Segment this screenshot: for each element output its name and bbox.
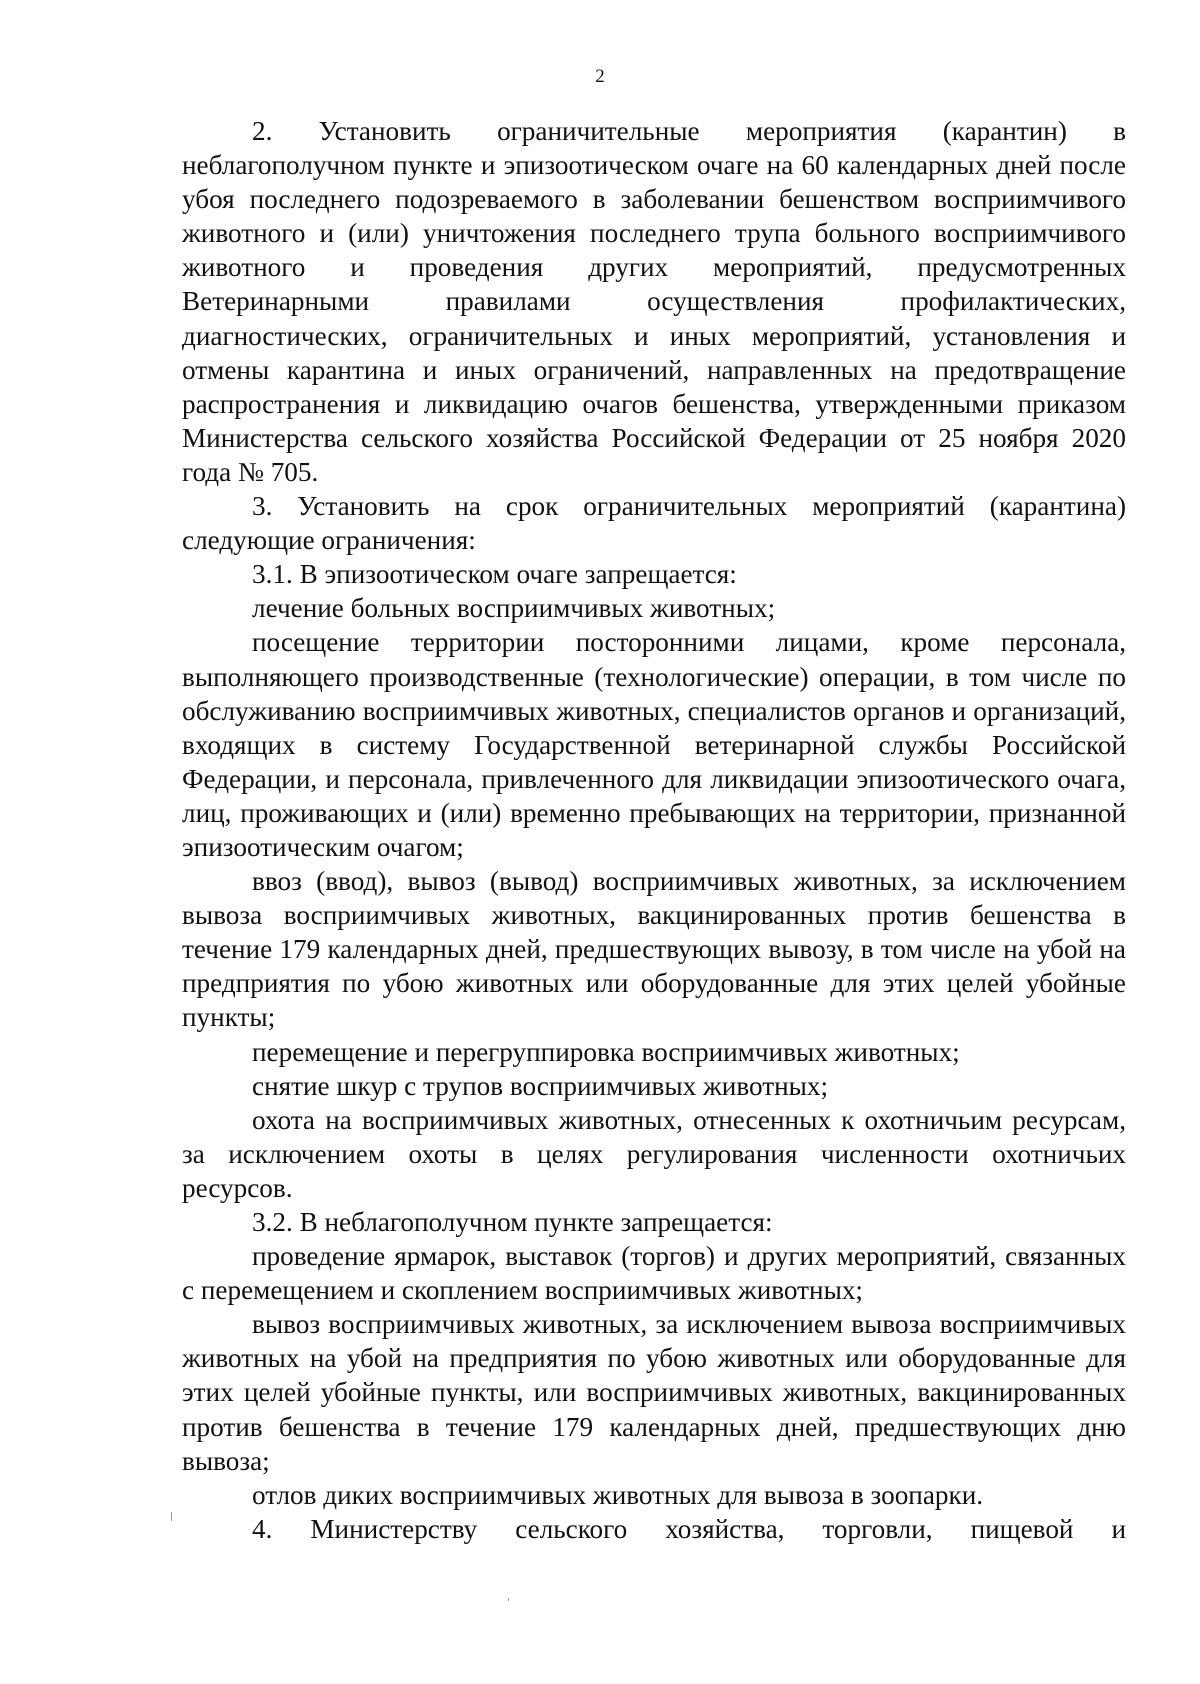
scan-speck — [171, 1512, 172, 1521]
paragraph-list-item: охота на восприимчивых животных, отнесенных к охотничьим ресурсам, за исключением охоты в целях регулирования численности охотничьих ресурсов. — [182, 1104, 1126, 1203]
paragraph-list-item: отлов диких восприимчивых животных для вывоза в зоопарки. — [252, 1479, 984, 1510]
paragraph-list-item: лечение больных восприимчивых животных; — [252, 593, 776, 624]
paragraph-restrictions-intro: 3. Установить на срок ограничительных мероприятий (карантина) следующие ограничения: — [182, 491, 1126, 556]
paragraph-ministry: 4. Министерству сельского хозяйства, торговли, пищевой и — [252, 1513, 1126, 1544]
paragraph-heading-point: 3.2. В неблагополучном пункте запрещается: — [252, 1207, 773, 1237]
paragraph-quarantine-term: 2. Установить ограничительные мероприятия (карантин) в неблагополучном пункте и эпизоотическом очаге на 60 календарных дней после убоя последнего подозреваемого в заболевании бешенством восприимчивого животного и (или) уничтожения последнего трупа больного восприимчивого животного и проведения других мероприятий, предусмотренных Ветеринарными правилами осуществления профилактических, диагностических, ограничительных и иных мероприятий, установления и отмены карантина и иных ограничений, направленных на предотвращение распространения и ликвидацию очагов бешенства, утвержденными приказом Министерства сельского хозяйства Российской Федерации от 25 ноября 2020 года № 705. — [182, 116, 1126, 487]
paragraph-list-item: снятие шкур с трупов восприимчивых животных; — [252, 1070, 829, 1101]
scan-speck — [508, 1598, 509, 1601]
document-body — [182, 114, 1126, 1546]
paragraph-list-item: вывоз восприимчивых животных, за исключением вывоза восприимчивых животных на убой на предприятия по убою животных или оборудованные для этих целей убойные пункты, или восприимчивых животных, вакцинированных против бешенства в течение 179 календарных дней, предшествующих дню вывоза; — [182, 1309, 1126, 1476]
paragraph-list-item: перемещение и перегруппировка восприимчивых животных; — [252, 1036, 960, 1067]
paragraph-list-item: ввоз (ввод), вывоз (вывод) восприимчивых животных, за исключением вывоза восприимчивых животных, вакцинированных против бешенства в течение 179 календарных дней, предшествующих вывозу, в том числе на убой на предприятия по убою животных или оборудованные для этих целей убойные пункты; — [182, 866, 1126, 1033]
page-number: 2 — [595, 66, 605, 87]
paragraph-heading-focus: 3.1. В эпизоотическом очаге запрещается: — [252, 559, 737, 590]
paragraph-list-item: посещение территории посторонними лицами, кроме персонала, выполняющего производственные (технологические) операции, в том числе по обслуживанию восприимчивых животных, специалистов органов и организаций, входящих в систему Государственной ветеринарной службы Российской Федерации, и персонала, привлеченного для ликвидации эпизоотического очага, лиц, проживающих и (или) временно пребывающих на территории, признанной эпизоотическим очагом; — [182, 627, 1126, 862]
paragraph-list-item: проведение ярмарок, выставок (торгов) и других мероприятий, связанных с перемещением и скоплением восприимчивых животных; — [182, 1241, 1126, 1306]
